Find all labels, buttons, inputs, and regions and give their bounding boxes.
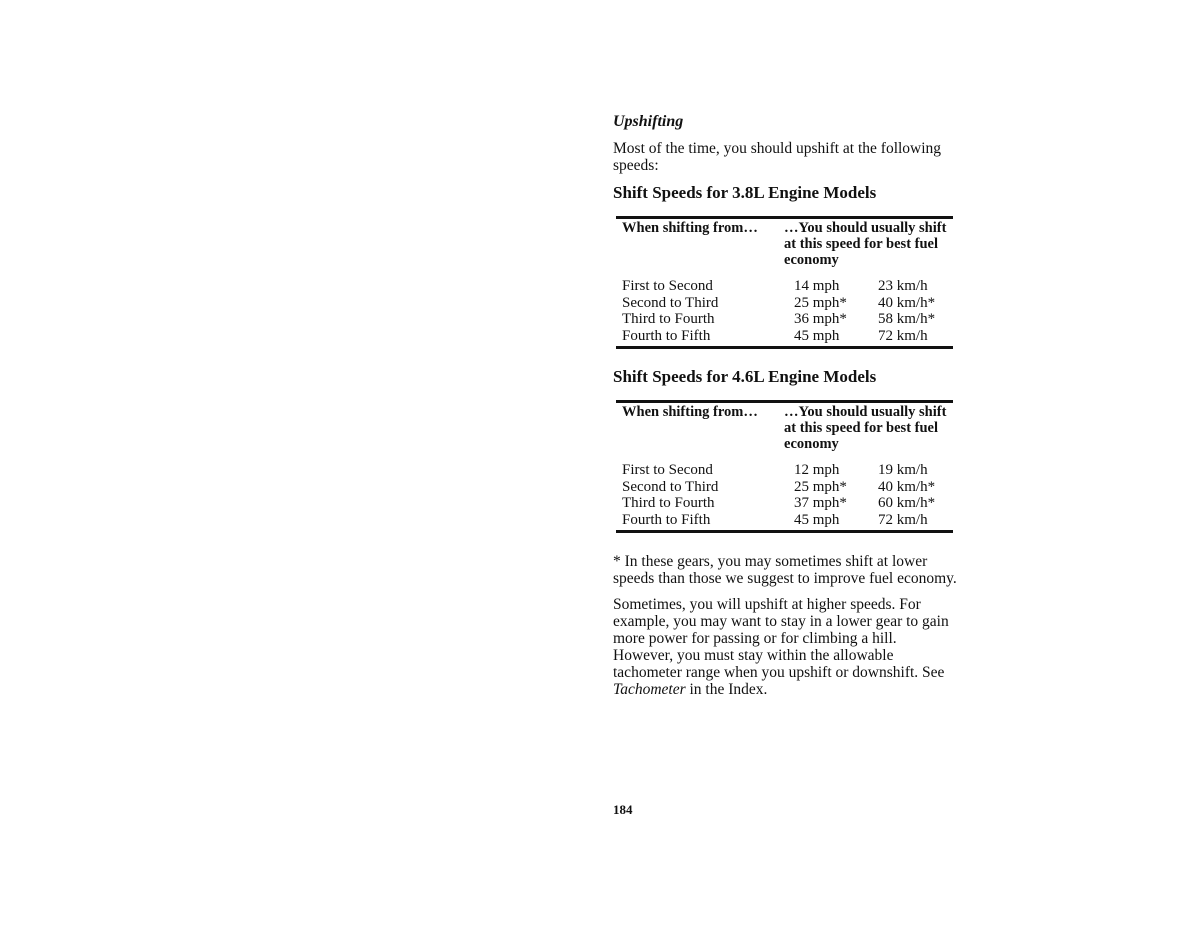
row-from: First to Second <box>622 462 713 478</box>
row-mph: 14 mph <box>794 278 840 294</box>
header-from: When shifting from… <box>622 404 758 420</box>
row-kmh: 40 km/h* <box>878 294 936 311</box>
row-mph: 45 mph <box>794 511 840 528</box>
table-row <box>616 311 953 328</box>
row-mph: 37 mph* <box>794 495 847 511</box>
row-kmh: 60 km/h* <box>878 495 936 511</box>
table-row <box>616 495 953 512</box>
closing-text-end: in the Index. <box>685 681 768 698</box>
row-kmh: 19 km/h <box>878 462 928 478</box>
row-kmh: 72 km/h <box>878 511 928 528</box>
header-speed: …You should usually shift at this speed for best fuel economy <box>784 220 947 268</box>
table-body <box>616 462 953 528</box>
table-title-38l: Shift Speeds for 3.8L Engine Models <box>613 183 877 202</box>
row-mph: 36 mph* <box>794 311 847 327</box>
table-row <box>616 512 953 529</box>
table-row <box>616 462 953 479</box>
table-header <box>616 404 953 452</box>
row-from: First to Second <box>622 278 713 294</box>
row-from: Fourth to Fifth <box>622 327 711 344</box>
row-from: Third to Fourth <box>622 311 715 327</box>
row-mph: 25 mph* <box>794 294 847 311</box>
closing-paragraph <box>613 596 958 698</box>
table-row <box>616 479 953 496</box>
row-from: Second to Third <box>622 478 719 495</box>
closing-text: Sometimes, you will upshift at higher speeds. For example, you may want to stay in a lower gear to gain more power for passing or for climbing a hill. However, you must stay within the allowable tachometer range when you upshift or downshift. See <box>613 596 949 681</box>
page-number: 184 <box>613 802 633 817</box>
row-mph: 45 mph <box>794 327 840 344</box>
page-content <box>613 110 958 698</box>
table-body <box>616 278 953 344</box>
table-title-46l: Shift Speeds for 4.6L Engine Models <box>613 367 877 386</box>
row-from: Third to Fourth <box>622 495 715 511</box>
row-kmh: 72 km/h <box>878 327 928 344</box>
row-kmh: 58 km/h* <box>878 311 936 327</box>
header-speed: …You should usually shift at this speed for best fuel economy <box>784 404 947 452</box>
tachometer-reference: Tachometer <box>613 681 686 698</box>
intro-paragraph: Most of the time, you should upshift at the following speeds: <box>613 140 942 174</box>
table-row <box>616 328 953 345</box>
header-from: When shifting from… <box>622 220 758 236</box>
table-row <box>616 295 953 312</box>
shift-table-38l <box>616 216 953 349</box>
row-mph: 25 mph* <box>794 478 847 495</box>
row-mph: 12 mph <box>794 462 840 478</box>
row-from: Fourth to Fifth <box>622 511 711 528</box>
row-from: Second to Third <box>622 294 719 311</box>
row-kmh: 40 km/h* <box>878 478 936 495</box>
table-header <box>616 220 953 268</box>
shift-table-46l <box>616 400 953 533</box>
table-row <box>616 278 953 295</box>
section-heading: Upshifting <box>613 113 684 130</box>
footnote: * In these gears, you may sometimes shift at lower speeds than those we suggest to improve fuel economy. <box>613 553 957 587</box>
row-kmh: 23 km/h <box>878 278 928 294</box>
